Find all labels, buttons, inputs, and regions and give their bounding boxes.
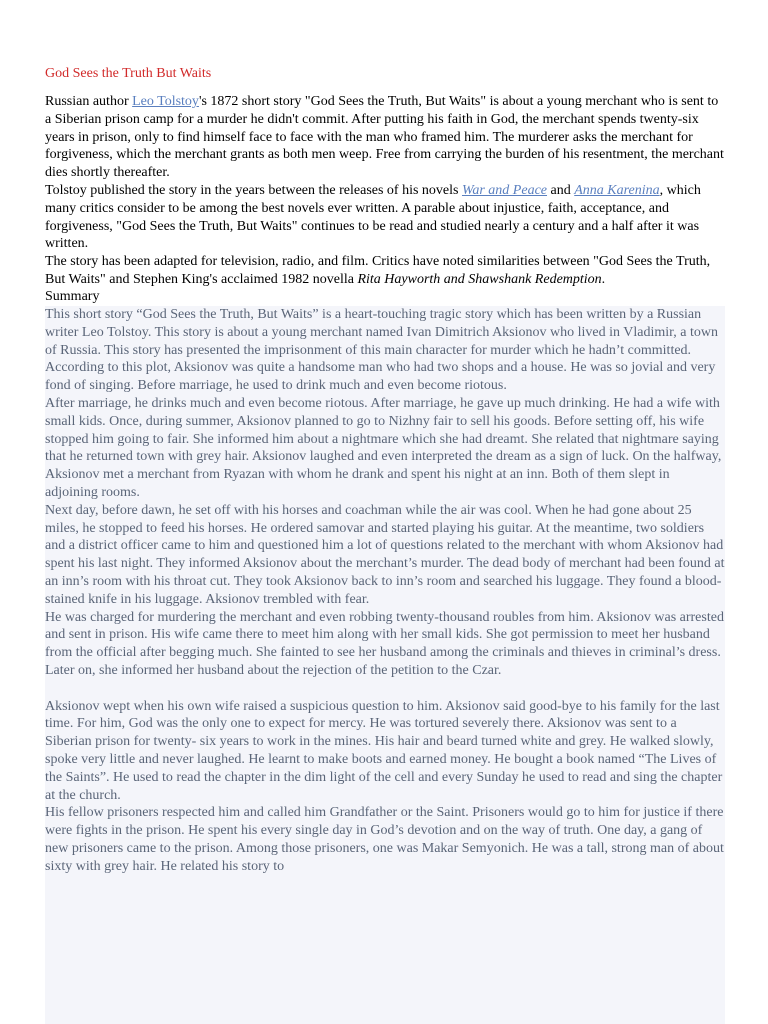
war-and-peace-title: War and Peace (461, 182, 548, 198)
intro-text: Tolstoy published the story in the years between the releases of his novels (45, 182, 462, 198)
anna-karenina-link[interactable] (574, 183, 659, 198)
intro-text: The story has been adapted for television, radio, and film. Critics have noted similarities between "God Sees the Truth, But Waits" and Stephen King's acclaimed 1982 novella (45, 254, 711, 287)
summary-paragraph: Next day, before dawn, he set off with his horses and coachman while the air was cool. When he had gone about 25 miles, he stopped to feed his horses. He ordered samovar and started playing his guitar. At the meantime, two soldiers and a district officer came to him and questioned him a lot of questions related to the merchant with whom Aksionov had spent his last night. They informed Aksionov about the merchant’s murder. The dead body of merchant had been found at an inn’s room with his throat cut. They took Aksionov back to inn’s room and searched his luggage. They found a blood-stained knife in his luggage. Aksionov trembled with fear. (45, 502, 725, 607)
summary-paragraph: After marriage, he drinks much and even become riotous. After marriage, he gave up much drinking. He had a wife with small kids. Once, during summer, Aksionov planned to go to Nizhny fair to sell his goods. Before setting off, his wife stopped him going to fair. She informed him about a nightmare which she had dreamt. She related that nightmare saying that he returned town with grey hair. Aksionov laughed and even interpreted the dream as a sign of luck. On the halfway, Aksionov met a merchant from Ryazan with whom he drank and spent his night at an inn. Both of them slept in adjoining rooms. (45, 395, 722, 500)
leo-tolstoy-link[interactable]: Leo Tolstoy (132, 94, 199, 109)
intro-text: and (547, 182, 575, 198)
intro-text: , which many critics consider to be among the best novels ever written. A parable about injustice, faith, acceptance, and forgiveness, "God Sees the Truth, But Waits" continues to be read and studied nearly a century and a half after it was written. (45, 182, 701, 252)
document-title: God Sees the Truth But Waits (45, 66, 212, 81)
intro-paragraph-1 (45, 93, 725, 182)
intro-section (45, 93, 725, 289)
summary-section (45, 306, 725, 1024)
anna-karenina-title: Anna Karenina (574, 182, 660, 198)
summary-paragraph: His fellow prisoners respected him and called him Grandfather or the Saint. Prisoners would go to him for justice if there were fights in the prison. He spent his every single day in God’s devotion and on the way of truth. One day, a gang of new prisoners came to the prison. Among those prisoners, one was Makar Semyonich. He was a tall, strong man of about sixty with grey hair. He related his story to (45, 805, 724, 874)
novella-title: Rita Hayworth and Shawshank Redemption (357, 271, 602, 287)
intro-paragraph-3 (45, 253, 725, 289)
summary-heading: Summary (45, 289, 100, 304)
war-and-peace-link[interactable] (462, 183, 547, 198)
summary-paragraph: Aksionov wept when his own wife raised a suspicious question to him. Aksionov said good-bye to his family for the last time. For him, God was the only one to expect for mercy. He was tortured severely there. Aksionov was sent to a Siberian prison for twenty- six years to work in the mines. His hair and beard turned white and grey. He walked slowly, spoke very little and never laughed. He learnt to make boots and earned money. He bought a book named “The Lives of the Saints”. He used to read the chapter in the dim light of the cell and every Sunday he used to read and sing the chapter at the church. (45, 698, 723, 803)
intro-text: 's 1872 short story "God Sees the Truth, But Waits" is about a young merchant who is sent to a Siberian prison camp for a murder he didn't commit. After putting his faith in God, the merchant spends twenty-six years in prison, only to find himself face to face with the man who framed him. The murderer asks the merchant for forgiveness, which the merchant grants as both men weep. Free from carrying the burden of his resentment, the merchant dies shortly thereafter. (45, 94, 724, 181)
intro-text: . (601, 271, 606, 287)
paragraph-spacer (45, 680, 725, 698)
intro-paragraph-2 (45, 182, 725, 253)
intro-text: Russian author (45, 94, 133, 109)
summary-paragraph: This short story “God Sees the Truth, But Waits” is a heart-touching tragic story which has been written by a Russian writer Leo Tolstoy. This story is about a young merchant named Ivan Dimitrich Aksionov who lived in Vladimir, a town of Russia. This story has presented the imprisonment of this main character for murder which he hadn’t committed. According to this plot, Aksionov was quite a handsome man who had two shops and a house. He was so jovial and very fond of singing. Before marriage, he used to drink much and even become riotous. (45, 307, 718, 394)
summary-paragraph: He was charged for murdering the merchant and even robbing twenty-thousand roubles from him. Aksionov was arrested and sent in prison. His wife came there to meet him along with her small kids. She got permission to meet her husband from the official after begging much. She fainted to see her husband among the criminals and thieves in criminal’s dress. Later on, she informed her husband about the rejection of the petition to the Czar. (45, 609, 724, 678)
